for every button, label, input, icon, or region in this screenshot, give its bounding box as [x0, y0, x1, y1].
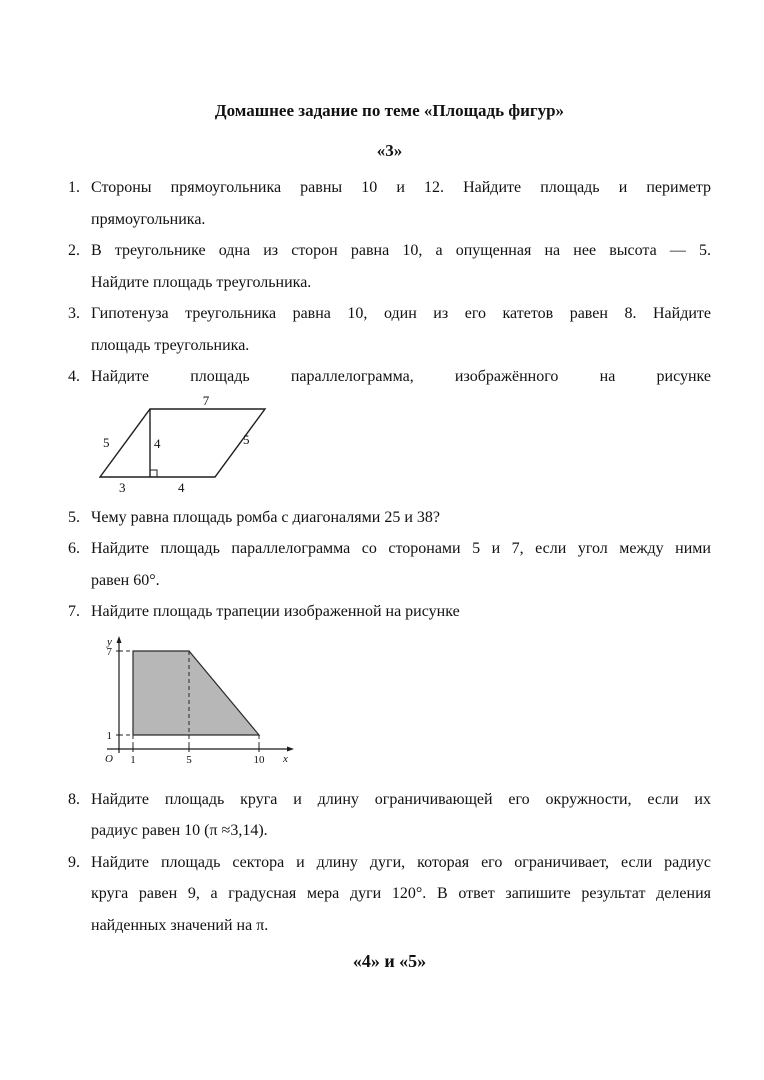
y-tick-1-label: 1: [106, 729, 112, 742]
section-grade45-heading: «4» и «5»: [352, 951, 427, 971]
text-line: Найдите площадь треугольника.: [91, 273, 312, 291]
text-line: Найдите площадь круга и длину ограничивающей его окружности, если их: [91, 790, 711, 808]
problem-9: [68, 847, 711, 942]
problem-3: [68, 298, 711, 361]
text-line: Найдите площадь сектора и длину дуги, которая его ограничивает, если радиус: [91, 853, 711, 871]
text-line: круга равен 9, а градусная мера дуги 120°. В ответ запишите результат деления: [91, 885, 711, 902]
problem-5: [68, 502, 711, 534]
trapezoid-figure: [95, 633, 300, 773]
parallelogram-base-right-label: 4: [178, 479, 185, 495]
problem-2-text: [91, 235, 711, 298]
problem-7-number: 7.: [68, 603, 80, 620]
y-tick-7-label: 7: [106, 645, 112, 658]
parallelogram-height-label: 4: [154, 435, 161, 451]
problem-list: [68, 172, 711, 941]
right-angle-mark: [150, 470, 157, 477]
parallelogram-left-side-label: 5: [103, 434, 110, 450]
problem-8: [68, 784, 711, 847]
trapezoid-shape: [133, 651, 259, 735]
problem-9-text: [91, 847, 711, 942]
text-line: Найдите площадь параллелограмма, изображённого на рисунке: [91, 368, 711, 385]
text-line: радиус равен 10 (π ≈3,14).: [91, 822, 268, 839]
problem-6: [68, 533, 711, 596]
problem-7-text: [91, 596, 711, 628]
text-line: В треугольнике одна из сторон равна 10, а опущенная на нее высота — 5.: [91, 242, 711, 259]
x-tick-5-label: 5: [186, 753, 192, 766]
text-line: Найдите площадь трапеции изображенной на рисунке: [91, 603, 460, 620]
problem-1-number: 1.: [68, 179, 80, 196]
problem-2-number: 2.: [68, 242, 80, 259]
y-axis-label: y: [107, 635, 112, 648]
trapezoid-figure-wrap: [95, 633, 711, 778]
page-title: Домашнее задание по теме «Площадь фигур»: [214, 101, 565, 120]
problem-3-text: [91, 298, 711, 361]
parallelogram-top-label: 7: [202, 394, 210, 408]
problem-8-text: [91, 784, 711, 847]
problem-1-text: [91, 172, 711, 235]
problem-5-text: [91, 502, 711, 534]
text-line: Найдите площадь параллелограмма со сторонами 5 и 7, если угол между ними: [91, 540, 711, 557]
problem-2: [68, 235, 711, 298]
text-line: Чему равна площадь ромба с диагоналями 25 и 38?: [91, 508, 440, 526]
section-grade3-heading: «3»: [376, 141, 403, 160]
parallelogram-right-side-label: 5: [243, 431, 250, 447]
x-tick-1-label: 1: [130, 753, 136, 766]
y-axis-arrow: [117, 636, 122, 643]
problem-4-text: [91, 361, 711, 393]
problem-6-number: 6.: [68, 540, 80, 557]
x-axis-arrow: [287, 746, 294, 751]
text-line: Стороны прямоугольника равны 10 и 12. Найдите площадь и периметр: [91, 179, 711, 196]
text-line: равен 60°.: [91, 571, 160, 589]
problem-4-number: 4.: [68, 368, 80, 385]
text-line: прямоугольника.: [91, 210, 206, 228]
parallelogram-figure: [95, 395, 287, 495]
x-axis-label: x: [283, 752, 288, 765]
problem-7: [68, 596, 711, 628]
x-tick-10-label: 10: [253, 753, 265, 766]
text-line: площадь треугольника.: [91, 336, 250, 354]
parallelogram-outline: [100, 409, 265, 477]
problem-4: [68, 361, 711, 393]
problem-3-number: 3.: [68, 305, 80, 322]
problem-8-number: 8.: [68, 790, 80, 808]
text-line: Гипотенуза треугольника равна 10, один из его катетов равен 8. Найдите: [91, 305, 711, 322]
problem-1: [68, 172, 711, 235]
parallelogram-base-left-label: 3: [119, 479, 126, 495]
problem-5-number: 5.: [68, 508, 80, 526]
origin-label: O: [105, 752, 113, 765]
text-line: найденных значений на π.: [91, 916, 269, 934]
parallelogram-figure-wrap: [95, 395, 711, 500]
problem-6-text: [91, 533, 711, 596]
problem-9-number: 9.: [68, 853, 80, 871]
